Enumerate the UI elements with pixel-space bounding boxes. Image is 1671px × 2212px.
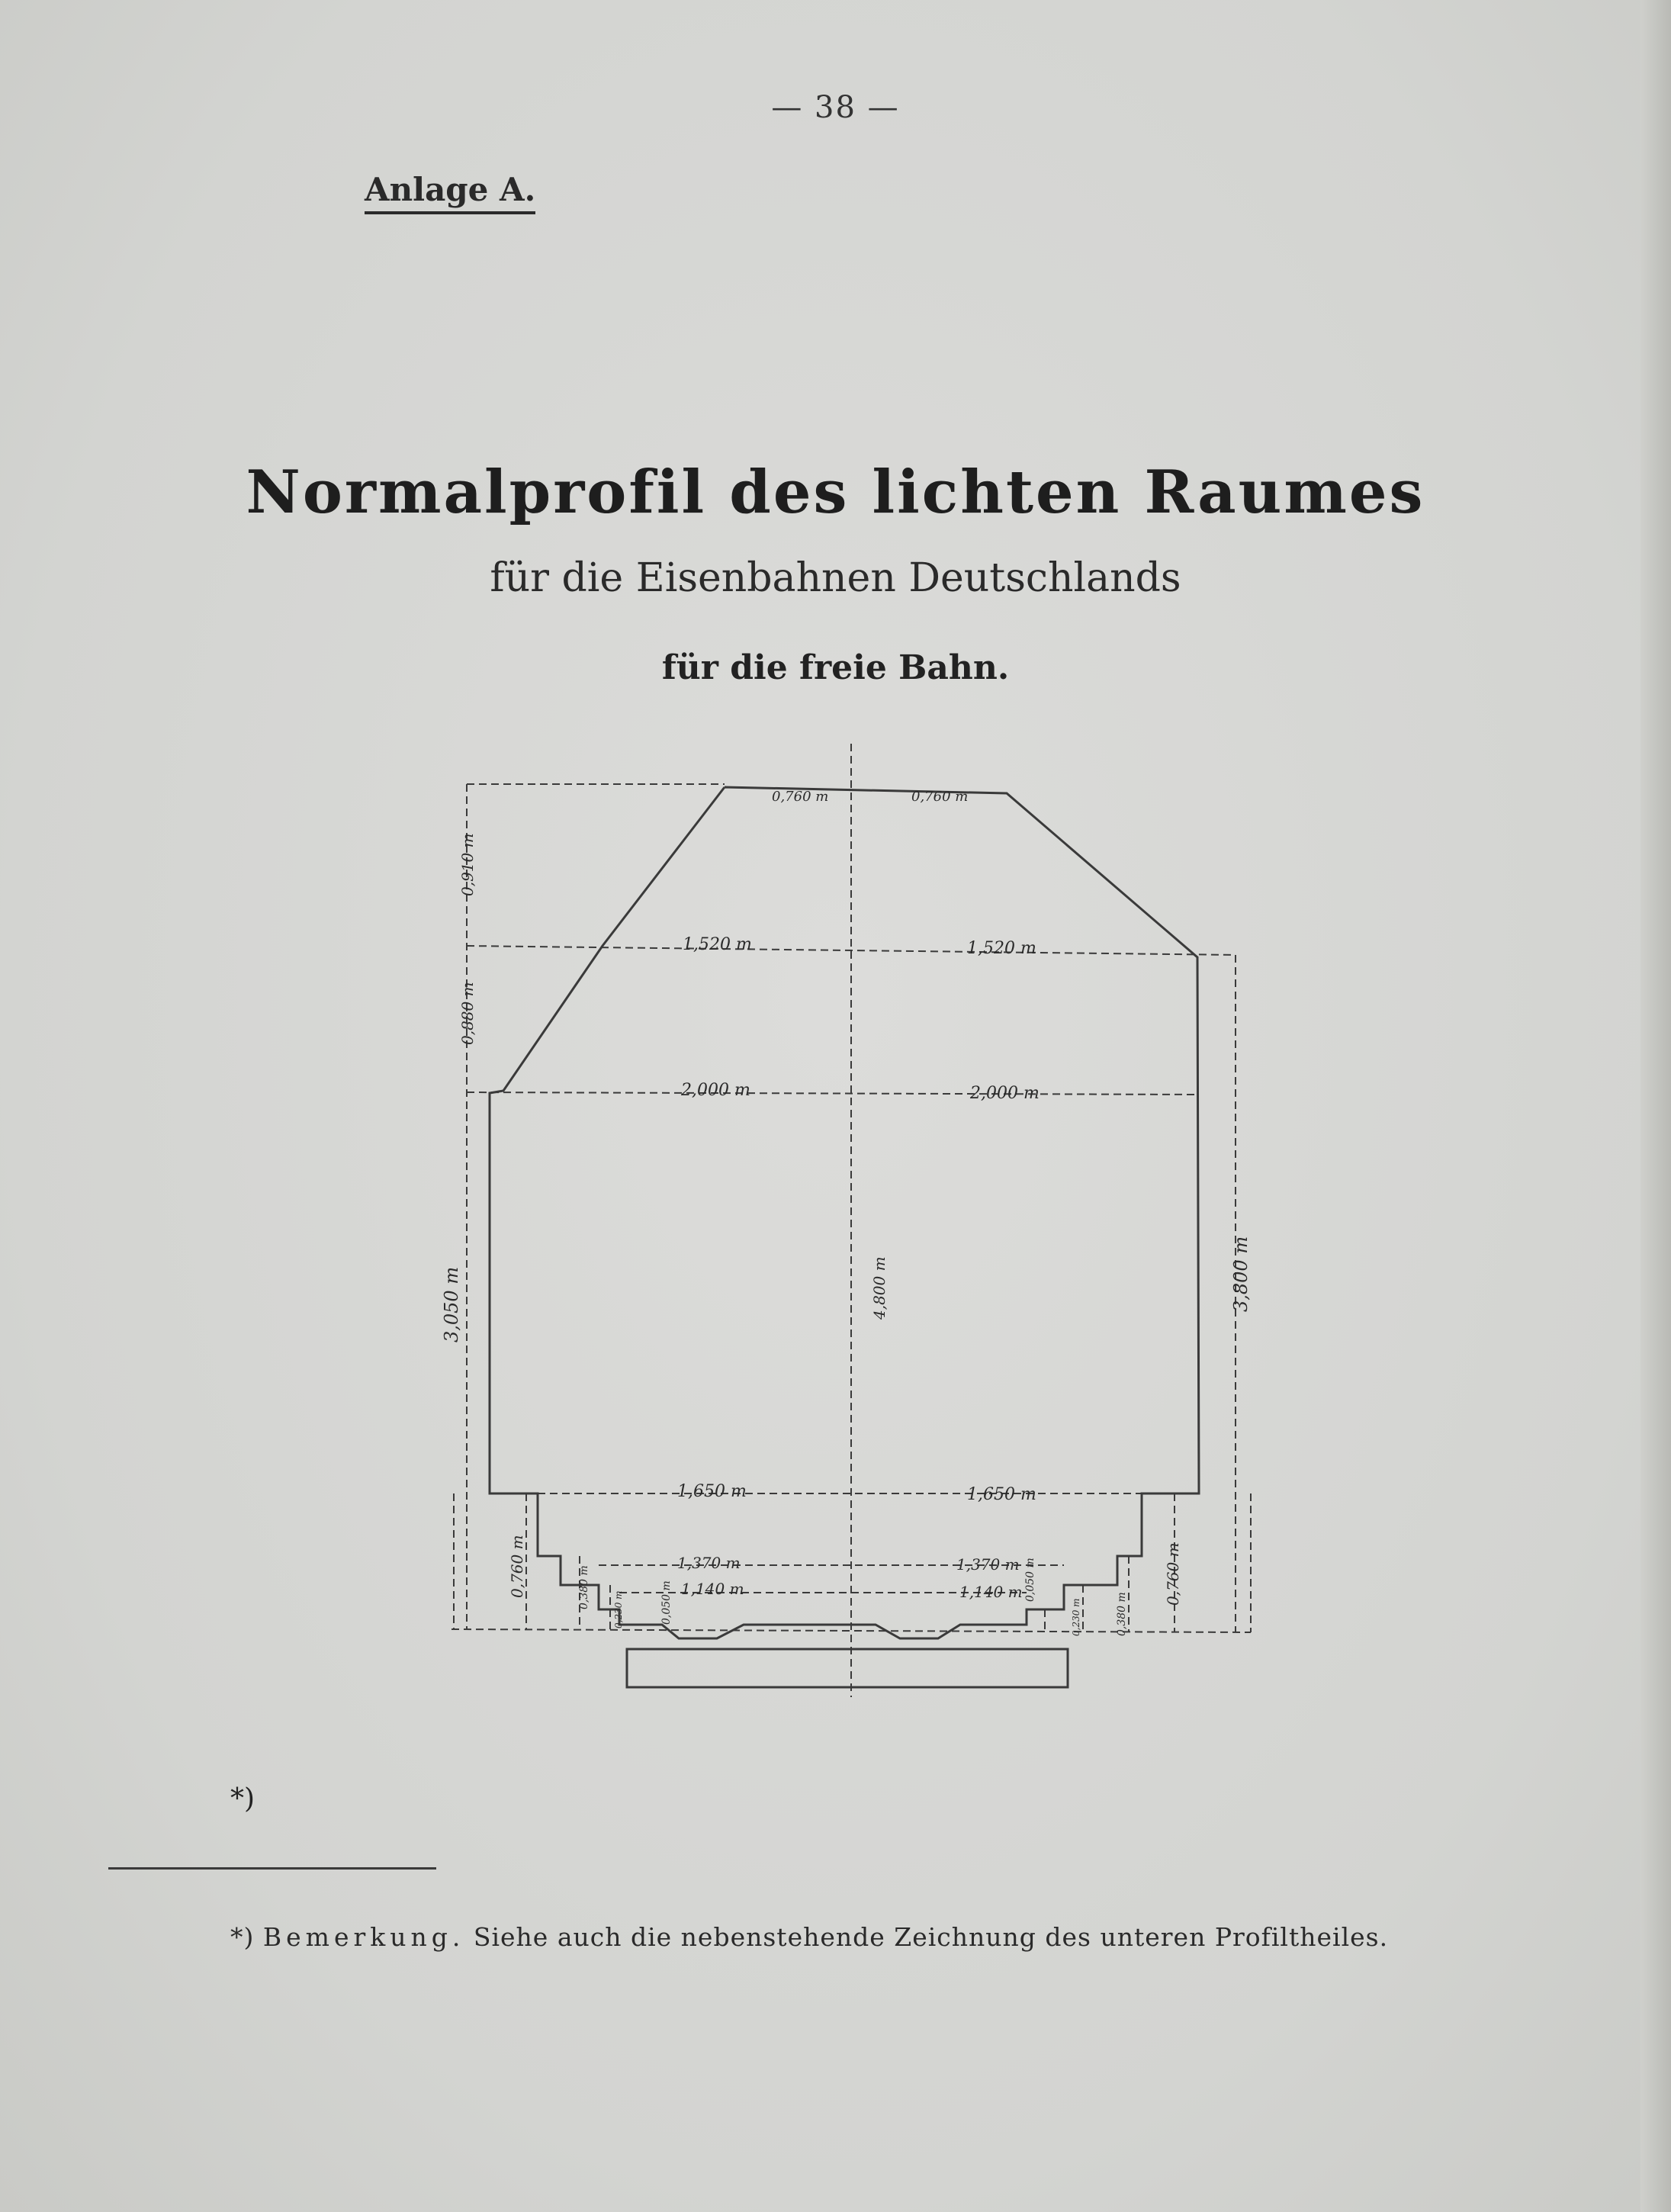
dim-label-3050: 3,050 m <box>441 1266 462 1342</box>
dim-label-1140-right: 1,140 m <box>959 1583 1023 1601</box>
page-subsubtitle: für die freie Bahn. <box>661 648 1010 687</box>
dim-label-0910: 0,910 m <box>458 833 477 896</box>
dim-label-0380-left: 0,380 m <box>578 1565 590 1609</box>
dim-label-0050-right: 0,050 m <box>1024 1558 1036 1602</box>
dim-label-0230-right: 0,230 m <box>1071 1598 1081 1636</box>
dim-label-1520-left: 1,520 m <box>683 935 752 954</box>
dim-label-top-left: 0,760 m <box>772 789 829 805</box>
dim-label-1520-right: 1,520 m <box>967 939 1036 958</box>
footnote-keyword: Bemerkung. <box>262 1922 465 1952</box>
dim-line-2000 <box>467 1092 1199 1095</box>
footnote-marker: *) <box>230 1783 255 1815</box>
footnote-text: Siehe auch die nebenstehende Zeichnung des unteren Profiltheiles. <box>464 1922 1389 1952</box>
dim-label-1650-left: 1,650 m <box>677 1482 747 1501</box>
dim-label-1370-right: 1,370 m <box>956 1555 1020 1574</box>
dim-label-3800: 3,800 m <box>1230 1236 1252 1312</box>
dim-label-2000-right: 2,000 m <box>970 1084 1040 1103</box>
dim-label-0380-right: 0,380 m <box>1116 1592 1128 1636</box>
dim-label-0050-left: 0,050 m <box>660 1580 673 1625</box>
footnote-lead: *) <box>230 1922 263 1952</box>
page-subtitle: für die Eisenbahnen Deutschlands <box>490 555 1181 601</box>
dim-label-0760-left: 0,760 m <box>508 1535 526 1598</box>
page-title: Normalprofil des lichten Raumes <box>246 458 1425 527</box>
dim-label-0880: 0,880 m <box>458 982 477 1045</box>
footnote-rule <box>108 1867 436 1870</box>
profile-outline <box>490 787 1199 1638</box>
dim-label-1140-left: 1,140 m <box>681 1580 744 1598</box>
dim-label-1370-left: 1,370 m <box>677 1554 741 1572</box>
dim-label-1650-right: 1,650 m <box>967 1485 1036 1504</box>
dim-label-0760-right: 0,760 m <box>1164 1542 1182 1606</box>
rail-base-plate <box>627 1649 1068 1687</box>
dim-label-0230-left: 0,230 m <box>613 1590 624 1628</box>
dim-label-2000-left: 2,000 m <box>681 1081 750 1100</box>
dim-label-4800: 4,800 m <box>870 1256 889 1320</box>
dim-label-top-right: 0,760 m <box>911 789 969 805</box>
page-number: — 38 — <box>771 90 900 125</box>
footnote <box>230 1922 1388 1952</box>
annex-label: Anlage A. <box>365 171 535 214</box>
